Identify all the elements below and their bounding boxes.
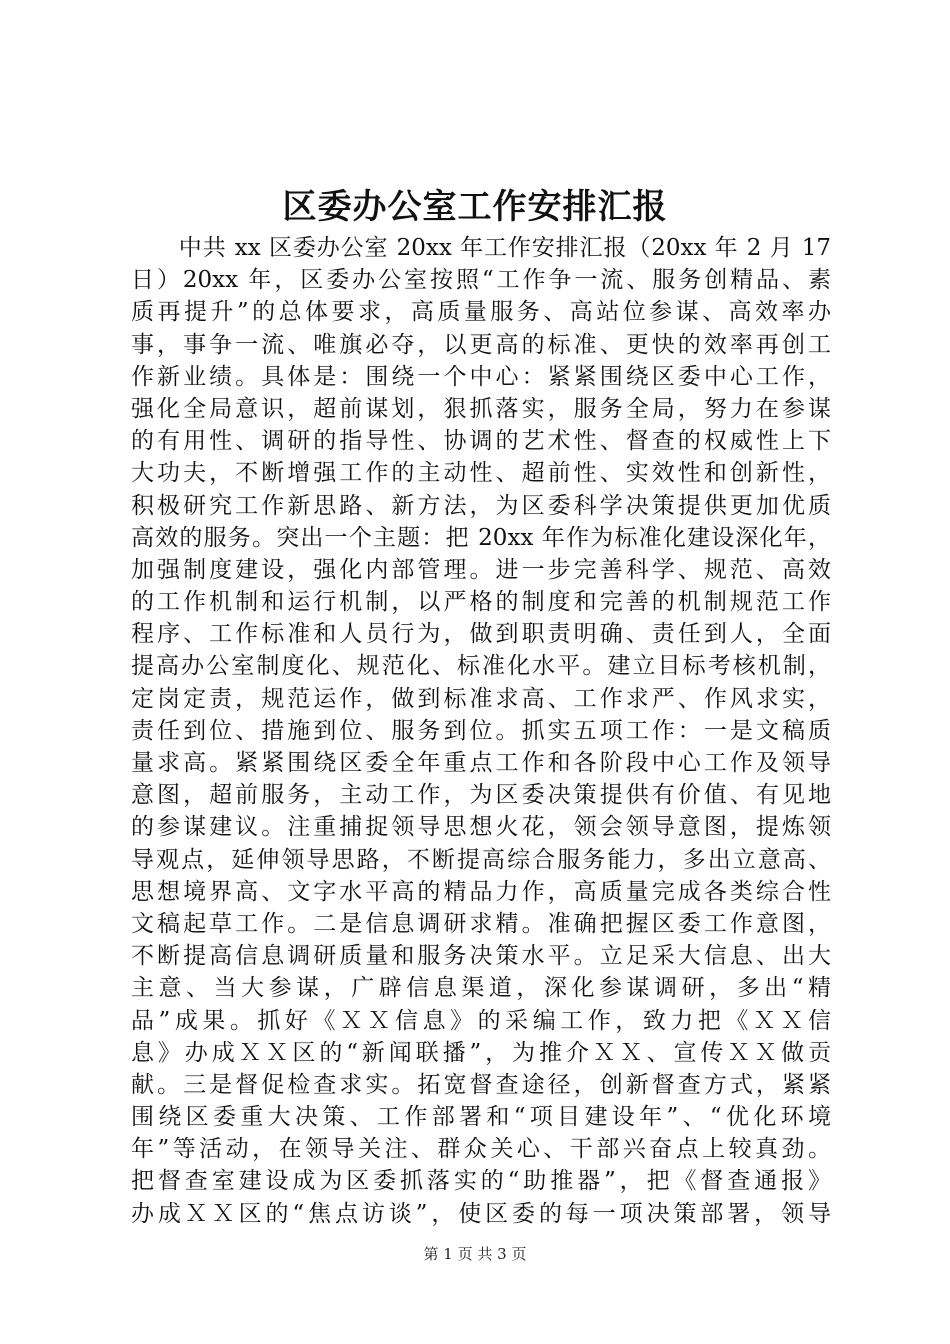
body-text-line: 献。三是督促检查求实。拓宽督查途径，创新督查方式，紧紧 <box>131 1071 831 1098</box>
body-text-line: 息》办成ＸＸ区的“新闻联播”，为推介ＸＸ、宣传ＸＸ做贡 <box>131 1039 831 1066</box>
body-text-line: 程序、工作标准和人员行为，做到职责明确、责任到人，全面 <box>131 621 831 648</box>
body-text-line: 意图，超前服务，主动工作，为区委决策提供有价值、有见地 <box>131 782 831 809</box>
body-text-line: 积极研究工作新思路、新方法，为区委科学决策提供更加优质 <box>131 492 831 519</box>
body-text-line: 日）20xx 年，区委办公室按照“工作争一流、服务创精品、素 <box>131 267 831 294</box>
body-text-line: 定岗定责，规范运作，做到标准求高、工作求严、作风求实， <box>131 685 831 712</box>
body-text-line: 高效的服务。突出一个主题：把 20xx 年作为标准化建设深化年， <box>131 524 831 551</box>
body-text-line: 的参谋建议。注重捕捉领导思想火花，领会领导意图，提炼领 <box>131 814 831 841</box>
body-text-line: 质再提升”的总体要求，高质量服务、高站位参谋、高效率办 <box>131 299 831 326</box>
body-text-line: 办成ＸＸ区的“焦点访谈”，使区委的每一项决策部署，领导 <box>131 1200 831 1227</box>
body-text-line: 品”成果。抓好《ＸＸ信息》的采编工作，致力把《ＸＸ信 <box>131 1007 831 1034</box>
body-text-line: 加强制度建设，强化内部管理。进一步完善科学、规范、高效 <box>131 556 831 583</box>
page-footer: 第 1 页 共 3 页 <box>423 1245 527 1263</box>
body-text-line: 的有用性、调研的指导性、协调的艺术性、督查的权威性上下 <box>131 428 831 455</box>
document-title: 区委办公室工作安排汇报 <box>282 187 668 227</box>
body-text-line: 的工作机制和运行机制，以严格的制度和完善的机制规范工作 <box>131 589 831 616</box>
document-body <box>131 232 831 1230</box>
body-text-line: 围绕区委重大决策、工作部署和“项目建设年”、“优化环境 <box>131 1104 831 1131</box>
body-text-line: 文稿起草工作。二是信息调研求精。准确把握区委工作意图， <box>131 910 831 937</box>
body-text-line: 中共 xx 区委办公室 20xx 年工作安排汇报（20xx 年 2 月 17 <box>131 235 831 261</box>
body-text-line: 导观点，延伸领导思路，不断提高综合服务能力，多出立意高、 <box>131 846 831 873</box>
body-text-line: 年”等活动，在领导关注、群众关心、干部兴奋点上较真劲。 <box>131 1136 831 1163</box>
body-text-line: 思想境界高、文字水平高的精品力作，高质量完成各类综合性 <box>131 878 831 905</box>
body-text-line: 作新业绩。具体是：围绕一个中心：紧紧围绕区委中心工作， <box>131 363 831 390</box>
body-text-line: 事，事争一流、唯旗必夺，以更高的标准、更快的效率再创工 <box>131 331 831 358</box>
body-text-line: 大功夫，不断增强工作的主动性、超前性、实效性和创新性， <box>131 460 831 487</box>
body-text-line: 不断提高信息调研质量和服务决策水平。立足采大信息、出大 <box>131 943 831 970</box>
body-text-line: 提高办公室制度化、规范化、标准化水平。建立目标考核机制， <box>131 653 831 680</box>
body-text-line: 强化全局意识，超前谋划，狠抓落实，服务全局，努力在参谋 <box>131 395 831 422</box>
body-text-line: 责任到位、措施到位、服务到位。抓实五项工作：一是文稿质 <box>131 717 831 744</box>
body-text-line: 把督查室建设成为区委抓落实的“助推器”，把《督查通报》 <box>131 1168 831 1195</box>
body-text-line: 量求高。紧紧围绕区委全年重点工作和各阶段中心工作及领导 <box>131 750 831 776</box>
body-text-line: 主意、当大参谋，广辟信息渠道，深化参谋调研，多出“精 <box>131 975 831 1002</box>
